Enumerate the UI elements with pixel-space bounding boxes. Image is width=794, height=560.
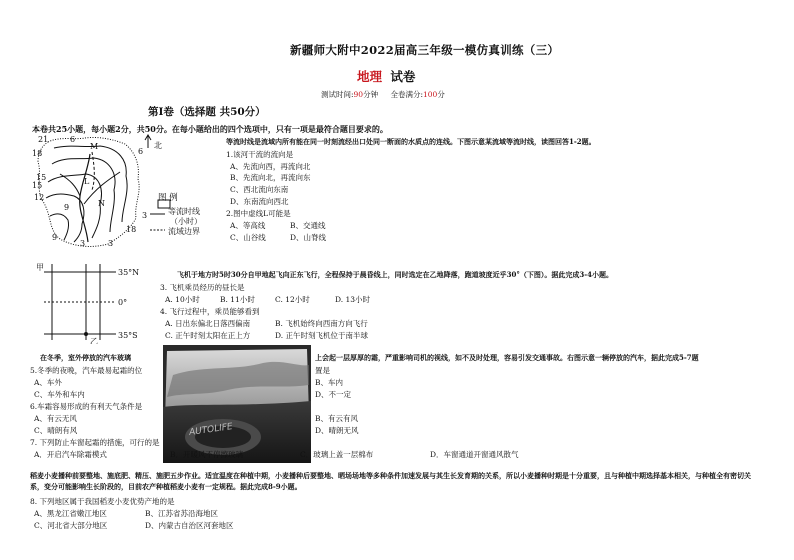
legend-title: 图 例: [158, 193, 178, 203]
q8-option-c[interactable]: C、河北省大部分地区: [34, 521, 108, 530]
q3-option-c[interactable]: C. 12小时: [275, 295, 310, 304]
q3-option-d[interactable]: D. 13小时: [335, 295, 371, 304]
block3-intro-left: 在冬季，室外停放的汽车玻璃: [40, 353, 131, 362]
map-label-9: 9: [52, 233, 58, 242]
q3: 3. 飞机乘员经历的昼长是: [160, 283, 245, 292]
q8: 8. 下列地区属于我国稻麦小麦优势产地的是: [30, 497, 175, 506]
map-label-M: M: [90, 142, 99, 151]
legend-boundary: 流域边界: [168, 227, 200, 236]
lat-0: 0°: [118, 298, 128, 307]
map-label-18: 18: [32, 149, 43, 158]
q7-option-b[interactable]: B．开暖风不停擦玻璃: [170, 450, 244, 459]
map-label-6a: 6: [138, 147, 144, 156]
latitude-diagram: [30, 262, 170, 344]
photo-caption: AUTOLIFE: [188, 421, 234, 439]
block1-intro: 等流时线是流域内所有能在同一时刻流经出口处同一断面的水质点的连线。下图示意某流域等流时线，读图回答1-2题。: [226, 137, 596, 146]
q8-option-d[interactable]: D、内蒙古自治区河套地区: [145, 521, 234, 530]
q6: 6.车霜容易形成的有利天气条件是: [30, 402, 143, 411]
q6-option-b[interactable]: B、有云有风: [315, 414, 359, 423]
q8-option-b[interactable]: B、江苏省苏沿海地区: [145, 509, 219, 518]
block4-intro: 稻麦小麦播种前要整地、施底肥、精压、施肥五步作业。适宜温度在种植中期，小麦播种后要整地、晒场场地等多种条件加速发展与其生长发育期的关系，所以小麦播种时期是十分重要，且与种植中期选择基本相关，与种植全有密切关系，变分可能影响生长阶段的，目前农产种植稻麦小麦有一定规程。据此完成8-9小题。: [30, 471, 751, 491]
q4-option-d[interactable]: D. 正午时刻飞机位于南半球: [275, 331, 369, 340]
map-label-15: 15: [32, 181, 43, 190]
q5-option-d[interactable]: D、不一定: [315, 390, 352, 399]
subject-title: [357, 67, 415, 85]
legend-isochrone: 等流时线: [168, 207, 200, 216]
q2-option-a[interactable]: A、等高线: [230, 221, 266, 230]
legend-number: 3: [142, 211, 148, 220]
paper-name: 试卷: [390, 69, 416, 84]
map-label-15b: 15: [36, 173, 47, 182]
exam-meta: [321, 89, 445, 100]
exam-title: 新疆师大附中2022届高三年级一模仿真训练（三）: [290, 43, 560, 57]
q8-option-a[interactable]: A、黑龙江省嫩江地区: [34, 509, 107, 518]
q7: 7. 下列防止车窗起霜的措施，可行的是: [30, 438, 160, 447]
map-label-3a: 3: [108, 239, 114, 248]
q5-continuation: 置是: [315, 366, 330, 375]
q7-option-a[interactable]: A．开启汽车除霜模式: [34, 450, 107, 459]
q5-option-b[interactable]: B、车内: [315, 378, 344, 387]
north-label: 北: [154, 141, 162, 150]
q4-option-b[interactable]: B. 飞机始终向西南方向飞行: [275, 319, 368, 328]
map-label-N: N: [98, 199, 105, 208]
time-unit: 分钟: [363, 90, 379, 99]
subject-name: 地理: [357, 69, 383, 84]
lat-35n: 35°N: [118, 268, 140, 277]
q3-option-b[interactable]: B. 11小时: [220, 295, 255, 304]
map-label-3b: 3: [80, 239, 86, 248]
q2-option-d[interactable]: D、山脊线: [290, 233, 327, 242]
q2-option-b[interactable]: B、交通线: [290, 221, 326, 230]
q3-option-a[interactable]: A. 10小时: [165, 295, 200, 304]
q1-option-d[interactable]: D、东南流向西北: [230, 197, 289, 206]
point-yi: [84, 332, 88, 336]
legend-hours: （小时）: [170, 217, 202, 226]
q4: 4. 飞行过程中，乘员能够看到: [160, 307, 260, 316]
time-value: 90: [353, 90, 364, 99]
q1: 1.该河干流的流向是: [226, 150, 294, 159]
q6-option-d[interactable]: D、晴朗无风: [315, 426, 359, 435]
section-instructions: 本卷共25小题，每小题2分，共50分。在每小题给出的四个选项中，只有一项是最符合题目要求的。: [32, 124, 388, 134]
isochrone-map: [30, 134, 230, 254]
time-label: 测试时间:: [321, 90, 354, 99]
q7-option-c[interactable]: C．玻璃上盖一层棉布: [300, 450, 374, 459]
q5: 5.冬季的夜晚，汽车最易起霜的位: [30, 366, 143, 375]
frosted-windshield-photo: [163, 345, 311, 463]
q6-option-c[interactable]: C、晴朗有风: [34, 426, 78, 435]
block3-intro-right: 上会起一层厚厚的霜，严重影响司机的视线，如不及时处理，容易引发交通事故。右图示意一辆停放的汽车，据此完成5-7题: [315, 353, 699, 362]
score-value: 100: [423, 90, 438, 99]
score-unit: 分: [437, 90, 445, 99]
lat-35s: 35°S: [118, 331, 138, 340]
q5-option-a[interactable]: A、车外: [34, 378, 62, 387]
q1-option-c[interactable]: C、西北流向东南: [230, 185, 289, 194]
q2-option-c[interactable]: C、山谷线: [230, 233, 266, 242]
label-jia: 甲: [36, 263, 44, 272]
map-label-12: 12: [34, 193, 45, 202]
map-label-9b: 9: [64, 203, 70, 212]
map-label-21: 21: [38, 135, 49, 144]
q6-option-a[interactable]: A、有云无风: [34, 414, 77, 423]
map-label-6b: 6: [70, 135, 76, 144]
q1-option-b[interactable]: B、先流向北，再流向东: [230, 173, 311, 182]
q1-option-a[interactable]: A、先流向西，再流向北: [230, 162, 311, 171]
q7-option-d[interactable]: D．车窗通道开窗通风散气: [430, 450, 519, 459]
label-yi: 乙: [90, 337, 98, 344]
map-label-18b: 18: [126, 225, 137, 234]
q4-option-a[interactable]: A. 日出东偏北日落西偏南: [165, 319, 251, 328]
block2-intro: 飞机于地方时5时30分自甲地起飞向正东飞行，全程保持于晨昏线上，同时选定在乙地降落，跑道坡度近乎30°（下图）。据此完成3-4小题。: [177, 270, 613, 279]
section-title: 第Ⅰ卷（选择题 共50分）: [148, 106, 266, 118]
q4-option-c[interactable]: C. 正午时刻太阳在正上方: [165, 331, 251, 340]
q5-option-c[interactable]: C、车外和车内: [34, 390, 85, 399]
map-label-L: L: [84, 177, 90, 186]
score-label: 全卷满分:: [390, 90, 423, 99]
q2: 2.图中虚线L可能是: [226, 209, 291, 218]
